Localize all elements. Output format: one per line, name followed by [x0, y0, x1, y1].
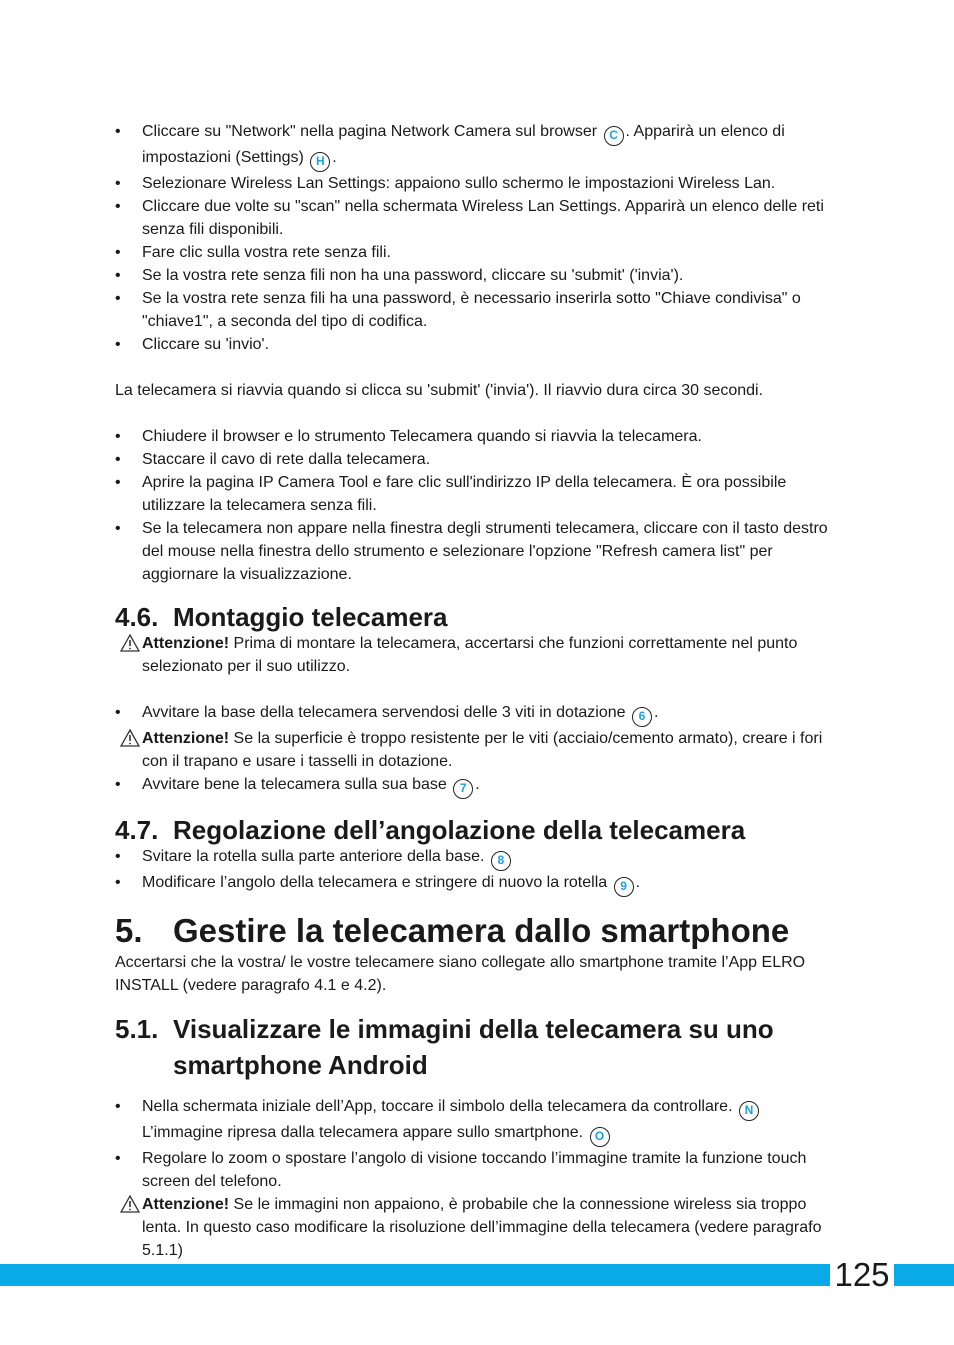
list-item: • Se la telecamera non appare nella finestra degli strumenti telecamera, cliccare con il tasto destro del mouse nella finestra dello strumento e selezionare l'opzione "Refresh camera list" per aggiornare la visualizzazione. — [115, 517, 845, 586]
list-item: • Aprire la pagina IP Camera Tool e fare clic sull'indirizzo IP della telecamera. È ora possibile utilizzare la telecamera senza fili. — [115, 471, 845, 517]
list-item: • Cliccare su "Network" nella pagina Network Camera sul browser C . Apparirà un elenco di impostazioni (Settings) H . — [115, 120, 845, 172]
section-heading-5-1: 5.1. Visualizzare le immagini della telecamera su uno smartphone Android — [115, 1014, 774, 1080]
list-item: • Se la vostra rete senza fili ha una password, è necessario inserirla sotto "Chiave condivisa" o "chiave1", a seconda del tipo di codifica. — [115, 287, 845, 333]
mount-steps-list-2 — [115, 773, 845, 799]
list-item: • Fare clic sulla vostra rete senza fili. — [115, 241, 845, 264]
warning-note: Attenzione! Se le immagini non appaiono, è probabile che la connessione wireless sia troppo lenta. In questo caso modificare la risoluzione dell’immagine della telecamera (vedere paragrafo 5.1.1) — [115, 1193, 845, 1262]
callout-badge: N — [739, 1101, 759, 1121]
android-steps-list — [115, 1095, 845, 1193]
section-heading-4-7: 4.7. Regolazione dell’angolazione della telecamera — [115, 815, 746, 845]
callout-badge: C — [604, 126, 624, 146]
list-item: • Modificare l’angolo della telecamera e stringere di nuovo la rotella 9 . — [115, 871, 845, 897]
warning-icon — [120, 729, 140, 747]
list-item: • Staccare il cavo di rete dalla telecamera. — [115, 448, 845, 471]
callout-badge: H — [310, 152, 330, 172]
list-item: • Se la vostra rete senza fili non ha una password, cliccare su 'submit' ('invia'). — [115, 264, 845, 287]
list-item: • Avvitare bene la telecamera sulla sua base 7 . — [115, 773, 845, 799]
restart-paragraph: La telecamera si riavvia quando si clicca su 'submit' ('invia'). Il riavvio dura circa 30 secondi. — [115, 382, 764, 399]
callout-badge: 9 — [614, 877, 634, 897]
page-content — [115, 120, 845, 1262]
adjust-steps-list — [115, 845, 845, 897]
list-item: • Regolare lo zoom o spostare l’angolo di visione toccando l’immagine tramite la funzione touch screen del telefono. — [115, 1147, 845, 1193]
footer-bar — [0, 1264, 954, 1286]
list-item: • Svitare la rotella sulla parte anteriore della base. 8 — [115, 845, 845, 871]
mount-steps-list — [115, 701, 845, 727]
warning-icon — [120, 634, 140, 652]
list-item: • Chiudere il browser e lo strumento Telecamera quando si riavvia la telecamera. — [115, 425, 845, 448]
list-item: • Cliccare su 'invio'. — [115, 333, 845, 356]
warning-note: Attenzione! Prima di montare la telecamera, accertarsi che funzioni correttamente nel punto selezionato per il suo utilizzo. — [115, 632, 845, 678]
warning-note: Attenzione! Se la superficie è troppo resistente per le viti (acciaio/cemento armato), creare i fori con il trapano e usare i tasselli in dotazione. — [115, 727, 845, 773]
chapter-intro: Accertarsi che la vostra/ le vostre telecamere siano collegate allo smartphone tramite l’App ELRO INSTALL (vedere paragrafo 4.1 e 4.2). — [115, 954, 806, 994]
settings-steps-list — [115, 120, 845, 356]
callout-badge: 8 — [491, 851, 511, 871]
section-heading-4-6: 4.6. Montaggio telecamera — [115, 602, 448, 632]
finish-steps-list — [115, 425, 845, 586]
chapter-heading-5: 5. Gestire la telecamera dallo smartphone — [115, 912, 790, 949]
list-item: • Selezionare Wireless Lan Settings: appaiono sullo schermo le impostazioni Wireless Lan. — [115, 172, 845, 195]
list-item: • Avvitare la base della telecamera servendosi delle 3 viti in dotazione 6 . — [115, 701, 845, 727]
warning-icon — [120, 1195, 140, 1213]
callout-badge: O — [590, 1127, 610, 1147]
callout-badge: 6 — [632, 707, 652, 727]
list-item: • Nella schermata iniziale dell’App, toccare il simbolo della telecamera da controllare. N L’immagine ripresa dalla telecamera appare sullo smartphone. O — [115, 1095, 845, 1147]
callout-badge: 7 — [453, 779, 473, 799]
page-number: 125 — [830, 1255, 894, 1295]
list-item: • Cliccare due volte su "scan" nella schermata Wireless Lan Settings. Apparirà un elenco delle reti senza fili disponibili. — [115, 195, 845, 241]
